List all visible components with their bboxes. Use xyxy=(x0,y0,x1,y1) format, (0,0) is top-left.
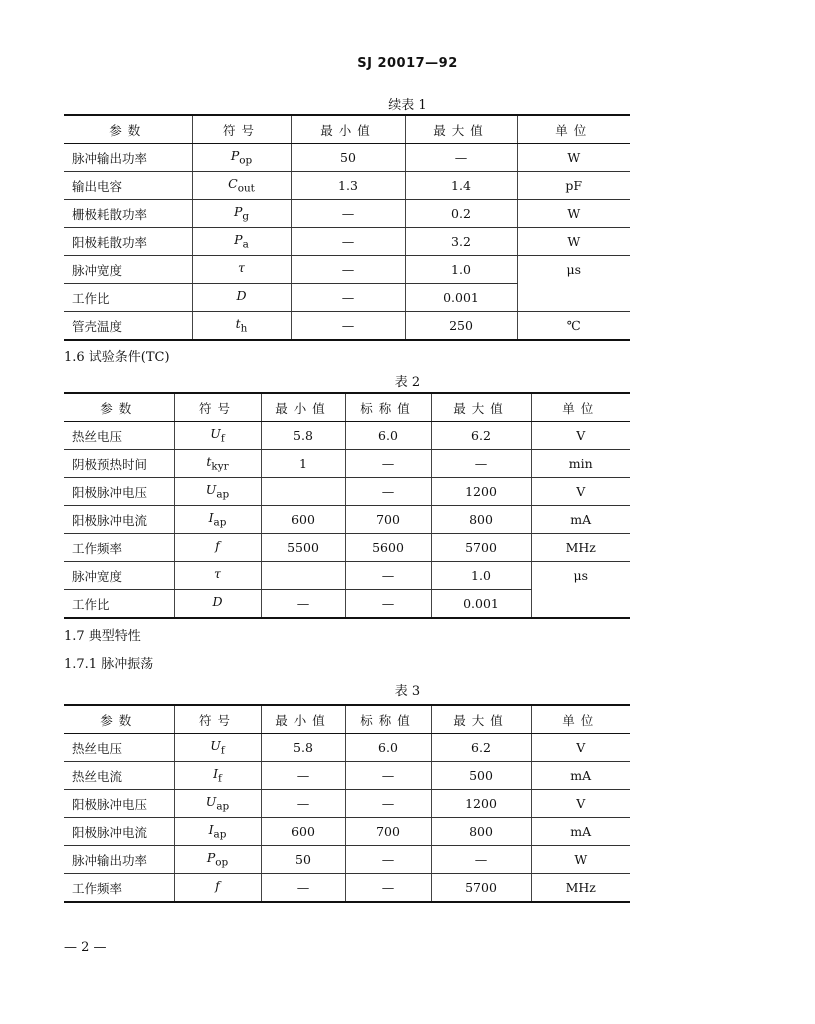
page-number: — 2 — xyxy=(64,940,107,955)
symbol-subscript: g xyxy=(242,210,250,223)
symbol-letter: I xyxy=(208,510,214,526)
cell-unit: W xyxy=(517,200,630,228)
header-param: 参数 xyxy=(64,705,174,734)
cell-unit xyxy=(517,284,630,312)
cell-nom: — xyxy=(345,590,431,619)
symbol-subscript: ap xyxy=(213,516,227,529)
cell-unit: mA xyxy=(531,818,630,846)
header-min: 最小值 xyxy=(261,393,345,422)
cell-max: 800 xyxy=(431,818,531,846)
cell-unit: mA xyxy=(531,762,630,790)
cell-symbol xyxy=(174,818,261,846)
cell-max: 6.2 xyxy=(431,734,531,762)
table-row xyxy=(64,228,630,256)
table-row xyxy=(64,172,630,200)
cell-max: 800 xyxy=(431,506,531,534)
table-row xyxy=(64,144,630,172)
symbol-subscript: ap xyxy=(216,800,230,813)
symbol-letter: t xyxy=(235,316,241,332)
cell-max: 1.0 xyxy=(405,256,517,284)
table-row xyxy=(64,422,630,450)
table-row xyxy=(64,790,630,818)
symbol-subscript: out xyxy=(237,182,255,195)
section-1-7-1-heading: 1.7.1 脉冲振荡 xyxy=(64,657,154,672)
cell-param: 阳极脉冲电流 xyxy=(64,506,174,534)
cell-unit: min xyxy=(531,450,630,478)
symbol-subscript: f xyxy=(218,772,222,785)
table3-caption: 表 3 xyxy=(394,684,421,699)
cell-unit: MHz xyxy=(531,534,630,562)
table2 xyxy=(64,392,630,619)
cell-nom: — xyxy=(345,762,431,790)
cell-param: 热丝电压 xyxy=(64,734,174,762)
table1 xyxy=(64,114,630,341)
cell-min: — xyxy=(261,874,345,903)
table-row xyxy=(64,200,630,228)
header-nominal: 标称值 xyxy=(345,705,431,734)
cell-param: 阳极脉冲电流 xyxy=(64,818,174,846)
symbol-subscript: op xyxy=(215,856,229,869)
header-unit: 单位 xyxy=(531,705,630,734)
cell-nom: — xyxy=(345,874,431,903)
symbol-letter: D xyxy=(236,288,247,304)
symbol-letter: τ xyxy=(238,260,245,276)
symbol-subscript: ap xyxy=(216,488,230,501)
symbol-letter: U xyxy=(210,426,221,442)
cell-symbol xyxy=(174,846,261,874)
symbol-letter: P xyxy=(206,850,216,866)
cell-max: — xyxy=(405,144,517,172)
symbol-letter: U xyxy=(205,482,217,498)
table-row xyxy=(64,478,630,506)
cell-symbol xyxy=(192,172,291,200)
cell-unit: V xyxy=(531,790,630,818)
cell-param: 热丝电流 xyxy=(64,762,174,790)
cell-symbol xyxy=(174,422,261,450)
cell-param: 热丝电压 xyxy=(64,422,174,450)
cell-max: 0.001 xyxy=(431,590,531,619)
table-row xyxy=(64,562,630,590)
cell-unit: μs xyxy=(517,256,630,284)
cell-symbol xyxy=(174,450,261,478)
header-param: 参数 xyxy=(64,115,192,144)
cell-nom: 6.0 xyxy=(345,734,431,762)
cell-nom: 700 xyxy=(345,818,431,846)
symbol-subscript: h xyxy=(240,322,248,335)
table-row xyxy=(64,846,630,874)
symbol-letter: P xyxy=(230,148,240,164)
cell-param: 栅极耗散功率 xyxy=(64,200,192,228)
cell-nom: — xyxy=(345,846,431,874)
symbol-subscript: f xyxy=(220,432,225,445)
header-nominal: 标称值 xyxy=(345,393,431,422)
symbol-subscript: kyr xyxy=(211,460,229,473)
table-row xyxy=(64,762,630,790)
cell-param: 阴极预热时间 xyxy=(64,450,174,478)
table-row xyxy=(64,874,630,903)
header-max: 最大值 xyxy=(431,705,531,734)
cell-max: 5700 xyxy=(431,874,531,903)
cell-nom: 6.0 xyxy=(345,422,431,450)
cell-min: 600 xyxy=(261,506,345,534)
cell-min: 600 xyxy=(261,818,345,846)
table-row xyxy=(64,312,630,341)
cell-symbol xyxy=(192,284,291,312)
cell-min: — xyxy=(291,312,405,341)
cell-param: 脉冲宽度 xyxy=(64,562,174,590)
cell-unit: pF xyxy=(517,172,630,200)
table-row xyxy=(64,450,630,478)
table3 xyxy=(64,704,630,903)
cell-param: 脉冲宽度 xyxy=(64,256,192,284)
cell-symbol xyxy=(174,590,261,619)
cell-max: 1200 xyxy=(431,790,531,818)
cell-unit: V xyxy=(531,478,630,506)
symbol-letter: t xyxy=(206,454,212,470)
header-max: 最大值 xyxy=(431,393,531,422)
cell-min: 1 xyxy=(261,450,345,478)
symbol-letter: U xyxy=(210,738,221,754)
cell-unit xyxy=(531,590,630,619)
table-row xyxy=(64,590,630,619)
table-row xyxy=(64,734,630,762)
symbol-letter: C xyxy=(228,176,238,192)
cell-min: — xyxy=(291,228,405,256)
cell-max: 1.0 xyxy=(431,562,531,590)
header-min: 最小值 xyxy=(291,115,405,144)
cell-symbol xyxy=(174,562,261,590)
symbol-letter: I xyxy=(208,822,214,838)
cell-nom: — xyxy=(345,790,431,818)
cell-symbol xyxy=(174,762,261,790)
symbol-letter: τ xyxy=(214,566,221,582)
cell-param: 工作比 xyxy=(64,590,174,619)
cell-unit: μs xyxy=(531,562,630,590)
table1-caption: 续表 1 xyxy=(388,98,427,113)
symbol-letter: P xyxy=(234,232,243,248)
cell-param: 工作频率 xyxy=(64,534,174,562)
cell-max: 5700 xyxy=(431,534,531,562)
cell-max: 0.001 xyxy=(405,284,517,312)
cell-max: 0.2 xyxy=(405,200,517,228)
table-row xyxy=(64,284,630,312)
cell-min: 5500 xyxy=(261,534,345,562)
cell-min: — xyxy=(291,200,405,228)
header-min: 最小值 xyxy=(261,705,345,734)
cell-min: 50 xyxy=(261,846,345,874)
cell-nom: — xyxy=(345,562,431,590)
cell-param: 管壳温度 xyxy=(64,312,192,341)
cell-unit: V xyxy=(531,422,630,450)
cell-max: 250 xyxy=(405,312,517,341)
cell-unit: mA xyxy=(531,506,630,534)
cell-symbol xyxy=(174,734,261,762)
symbol-letter: f xyxy=(215,538,220,554)
cell-param: 输出电容 xyxy=(64,172,192,200)
cell-symbol xyxy=(174,506,261,534)
cell-max: 3.2 xyxy=(405,228,517,256)
cell-min xyxy=(261,562,345,590)
cell-param: 阳极耗散功率 xyxy=(64,228,192,256)
table-row xyxy=(64,256,630,284)
table2-caption: 表 2 xyxy=(394,375,421,390)
cell-min: — xyxy=(291,284,405,312)
symbol-letter: f xyxy=(215,878,220,894)
table2-header-row xyxy=(64,393,630,422)
cell-max: 500 xyxy=(431,762,531,790)
table-row xyxy=(64,534,630,562)
cell-min xyxy=(261,478,345,506)
cell-symbol xyxy=(174,478,261,506)
header-max: 最大值 xyxy=(405,115,517,144)
cell-max: 6.2 xyxy=(431,422,531,450)
cell-symbol xyxy=(192,312,291,341)
cell-param: 脉冲输出功率 xyxy=(64,846,174,874)
cell-min: — xyxy=(261,590,345,619)
cell-min: 1.3 xyxy=(291,172,405,200)
cell-unit: MHz xyxy=(531,874,630,903)
table1-header-row xyxy=(64,115,630,144)
cell-symbol xyxy=(174,874,261,903)
cell-unit: W xyxy=(517,144,630,172)
cell-symbol xyxy=(192,228,291,256)
header-unit: 单位 xyxy=(517,115,630,144)
cell-param: 阳极脉冲电压 xyxy=(64,790,174,818)
cell-min: — xyxy=(261,790,345,818)
cell-max: — xyxy=(431,450,531,478)
document-header: SJ 20017—92 xyxy=(357,56,458,71)
cell-param: 工作比 xyxy=(64,284,192,312)
cell-symbol xyxy=(192,256,291,284)
cell-min: — xyxy=(291,256,405,284)
symbol-subscript: a xyxy=(242,238,249,251)
cell-nom: 700 xyxy=(345,506,431,534)
cell-max: 1.4 xyxy=(405,172,517,200)
section-1-6-heading: 1.6 试验条件(TC) xyxy=(64,350,170,365)
symbol-letter: P xyxy=(233,204,243,220)
cell-symbol xyxy=(192,144,291,172)
cell-param: 脉冲输出功率 xyxy=(64,144,192,172)
cell-nom: — xyxy=(345,450,431,478)
symbol-letter: U xyxy=(205,794,217,810)
header-symbol: 符号 xyxy=(192,115,291,144)
table-row xyxy=(64,818,630,846)
symbol-subscript: ap xyxy=(213,828,227,841)
header-unit: 单位 xyxy=(531,393,630,422)
cell-unit: ℃ xyxy=(517,312,630,341)
cell-max: — xyxy=(431,846,531,874)
cell-param: 阳极脉冲电压 xyxy=(64,478,174,506)
cell-min: 5.8 xyxy=(261,734,345,762)
cell-symbol xyxy=(174,534,261,562)
cell-unit: W xyxy=(531,846,630,874)
cell-min: — xyxy=(261,762,345,790)
cell-nom: — xyxy=(345,478,431,506)
cell-min: 5.8 xyxy=(261,422,345,450)
header-param: 参数 xyxy=(64,393,174,422)
cell-param: 工作频率 xyxy=(64,874,174,903)
symbol-subscript: op xyxy=(239,154,253,167)
cell-symbol xyxy=(174,790,261,818)
cell-unit: V xyxy=(531,734,630,762)
cell-unit: W xyxy=(517,228,630,256)
section-1-7-heading: 1.7 典型特性 xyxy=(64,629,141,644)
symbol-subscript: f xyxy=(220,744,225,757)
cell-symbol xyxy=(192,200,291,228)
table3-header-row xyxy=(64,705,630,734)
header-symbol: 符号 xyxy=(174,393,261,422)
symbol-letter: I xyxy=(213,766,219,782)
table-row xyxy=(64,506,630,534)
cell-min: 50 xyxy=(291,144,405,172)
symbol-letter: D xyxy=(212,594,223,610)
header-symbol: 符号 xyxy=(174,705,261,734)
cell-nom: 5600 xyxy=(345,534,431,562)
cell-max: 1200 xyxy=(431,478,531,506)
